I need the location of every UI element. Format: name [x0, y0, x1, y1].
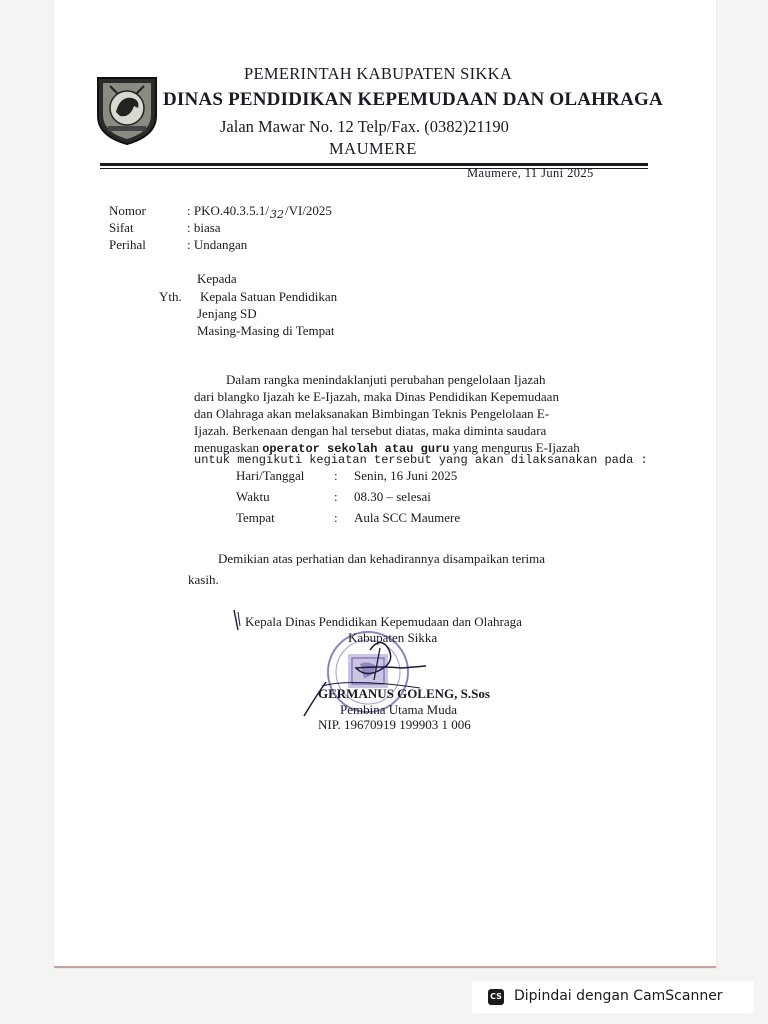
body-line-1: Dalam rangka menindaklanjuti perubahan pengelolaan Ijazah — [226, 372, 546, 387]
detail-colon: : — [334, 510, 338, 525]
body-line-4: Ijazah. Berkenaan dengan hal tersebut diatas, maka diminta saudara — [194, 423, 547, 438]
detail-label: Hari/Tanggal — [236, 468, 305, 483]
signatory-nip: NIP. 19670919 199903 1 006 — [318, 717, 471, 732]
nature-value: : biasa — [187, 220, 221, 235]
regency-emblem-icon — [94, 72, 160, 146]
body-line-3: dan Olahraga akan melaksanakan Bimbingan Teknis Pengelolaan E- — [194, 406, 550, 421]
camscanner-logo-icon: CS — [488, 989, 504, 1005]
detail-label: Tempat — [236, 510, 275, 525]
addressee-line2: Jenjang SD — [197, 306, 257, 321]
detail-label: Waktu — [236, 489, 270, 504]
office-city: MAUMERE — [329, 139, 417, 158]
signatory-rank: Pembina Utama Muda — [340, 702, 457, 717]
detail-value: Aula SCC Maumere — [354, 510, 461, 525]
number-prefix: : PKO.40.3.5.1/ — [187, 203, 269, 218]
department-name: DINAS PENDIDIKAN KEPEMUDAAN DAN OLAHRAGA — [163, 89, 663, 110]
letter-date: Maumere, 11 Juni 2025 — [467, 166, 594, 180]
closing-line-1: Demikian atas perhatian dan kehadirannya disampaikan terima — [218, 551, 546, 566]
body-line-2: dari blangko Ijazah ke E-Ijazah, maka Dinas Pendidikan Kepemudaan — [194, 389, 559, 404]
page-edge — [54, 966, 716, 968]
government-name: PEMERINTAH KABUPATEN SIKKA — [244, 64, 513, 83]
nature-label: Sifat — [109, 220, 134, 235]
number-handwritten: 32 — [269, 208, 284, 221]
office-address: Jalan Mawar No. 12 Telp/Fax. (0382)21190 — [220, 117, 509, 136]
signatory-name: GERMANUS GOLENG, S.Sos — [318, 686, 490, 701]
detail-colon: : — [334, 468, 338, 483]
camscanner-watermark — [472, 981, 754, 1013]
number-label: Nomor — [109, 203, 146, 218]
detail-value: Senin, 16 Juni 2025 — [354, 468, 458, 483]
body-line-5-post: yang mengurus E-Ijazah — [449, 440, 580, 455]
addressee-line1: Kepala Satuan Pendidikan — [200, 289, 338, 304]
addressee-to: Kepada — [197, 271, 237, 286]
closing-line-2: kasih. — [188, 572, 219, 587]
detail-colon: : — [334, 489, 338, 504]
addressee-line3: Masing-Masing di Tempat — [197, 323, 335, 338]
body-line-6-text: untuk mengikuti kegiatan tersebut yang akan dilaksanakan pada : — [194, 453, 648, 467]
signatory-title-2: Kabupaten Sikka — [348, 630, 438, 645]
subject-value: : Undangan — [187, 237, 248, 252]
subject-label: Perihal — [109, 237, 146, 252]
signatory-title-1: Kepala Dinas Pendidikan Kepemudaan dan Olahraga — [245, 614, 522, 629]
detail-value: 08.30 – selesai — [354, 489, 431, 504]
camscanner-text: Dipindai dengan CamScanner — [514, 988, 723, 1004]
number-suffix: /VI/2025 — [284, 203, 332, 218]
body-line-5-pre: menugaskan — [194, 440, 263, 455]
body-emphasis: operator sekolah atau guru — [262, 442, 450, 456]
body-line-6 — [194, 451, 648, 467]
addressee-yth: Yth. — [159, 289, 182, 304]
number-value — [187, 203, 332, 219]
